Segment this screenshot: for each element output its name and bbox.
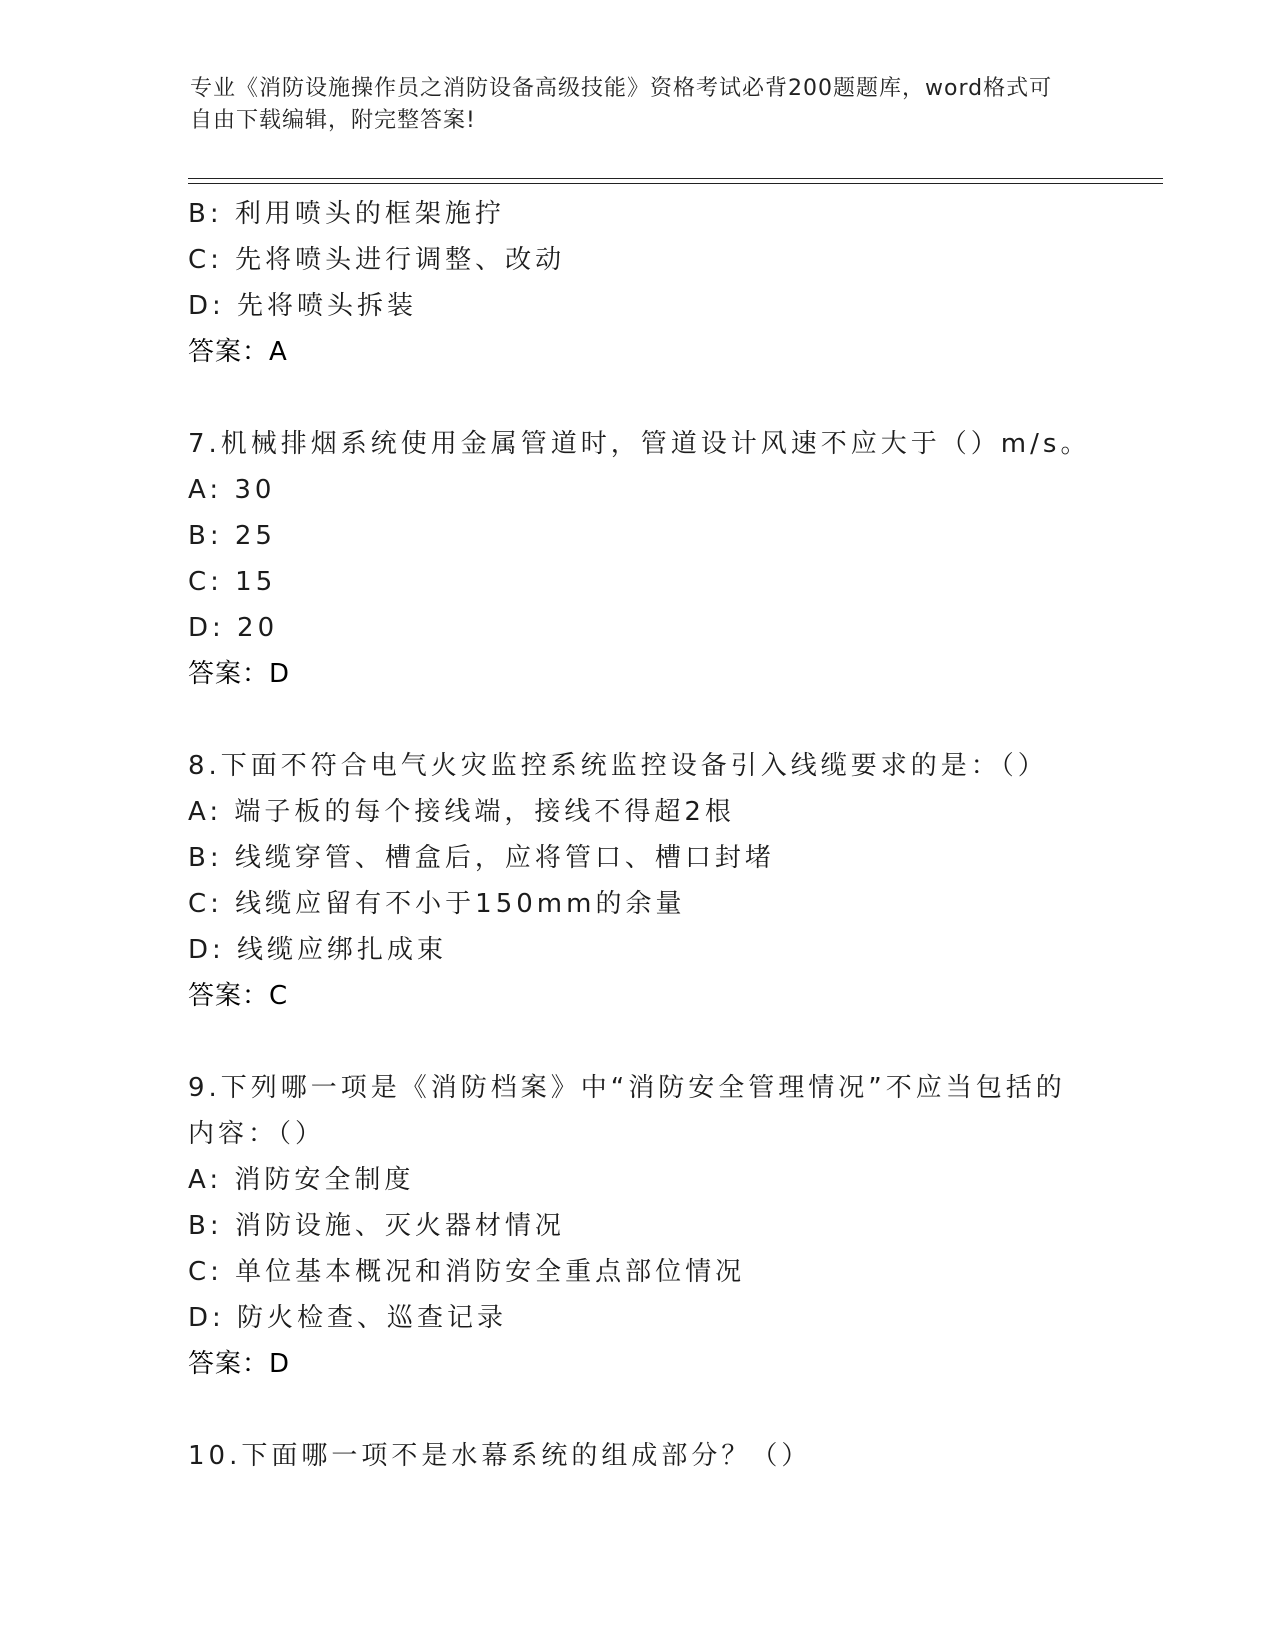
- spacer: [188, 375, 1088, 421]
- option-d: D: 线缆应绑扎成束: [188, 935, 448, 965]
- option-a: A: 端子板的每个接线端，接线不得超2根: [188, 797, 735, 827]
- option-a: A: 30: [188, 475, 276, 505]
- question-list: [188, 191, 1091, 1479]
- spacer: [188, 1387, 1088, 1433]
- question-10: [188, 1433, 1088, 1479]
- option-d: D: 20: [188, 613, 279, 643]
- option-b: B: 线缆穿管、槽盒后，应将管口、槽口封堵: [188, 843, 775, 873]
- header-divider-bottom: [188, 183, 1163, 184]
- option-b: B: 消防设施、灭火器材情况: [188, 1211, 565, 1241]
- document-header: 专业《消防设施操作员之消防设备高级技能》资格考试必背200题题库，word格式可自由下载编辑，附完整答案!: [190, 76, 1053, 133]
- question-stem: 9.下列哪一项是《消防档案》中“消防安全管理情况”不应当包括的内容：（）: [188, 1073, 1066, 1149]
- answer-line: 答案：D: [188, 659, 291, 689]
- option-b: B: 利用喷头的框架施拧: [188, 199, 505, 229]
- question-8: [188, 743, 1088, 1019]
- question-stem: 10.下面哪一项不是水幕系统的组成部分？（）: [188, 1441, 812, 1471]
- option-d: D: 先将喷头拆装: [188, 291, 418, 321]
- option-c: C: 单位基本概况和消防安全重点部位情况: [188, 1257, 746, 1287]
- answer-line: 答案：D: [188, 1349, 291, 1379]
- question-stem: 7.机械排烟系统使用金属管道时，管道设计风速不应大于（）m/s。: [188, 429, 1091, 459]
- option-c: C: 15: [188, 567, 277, 597]
- answer-line: 答案：C: [188, 981, 289, 1011]
- option-d: D: 防火检查、巡查记录: [188, 1303, 508, 1333]
- option-a: A: 消防安全制度: [188, 1165, 415, 1195]
- option-c: C: 先将喷头进行调整、改动: [188, 245, 566, 275]
- question-stem: 8.下面不符合电气火灾监控系统监控设备引入线缆要求的是：（）: [188, 751, 1048, 781]
- question-9: [188, 1065, 1088, 1387]
- spacer: [188, 1019, 1088, 1065]
- spacer: [188, 697, 1088, 743]
- answer-line: 答案：A: [188, 337, 288, 367]
- option-c: C: 线缆应留有不小于150mm的余量: [188, 889, 686, 919]
- header-divider-top: [188, 178, 1163, 179]
- question-6-continued: [188, 191, 1088, 375]
- question-7: [188, 421, 1091, 697]
- option-b: B: 25: [188, 521, 276, 551]
